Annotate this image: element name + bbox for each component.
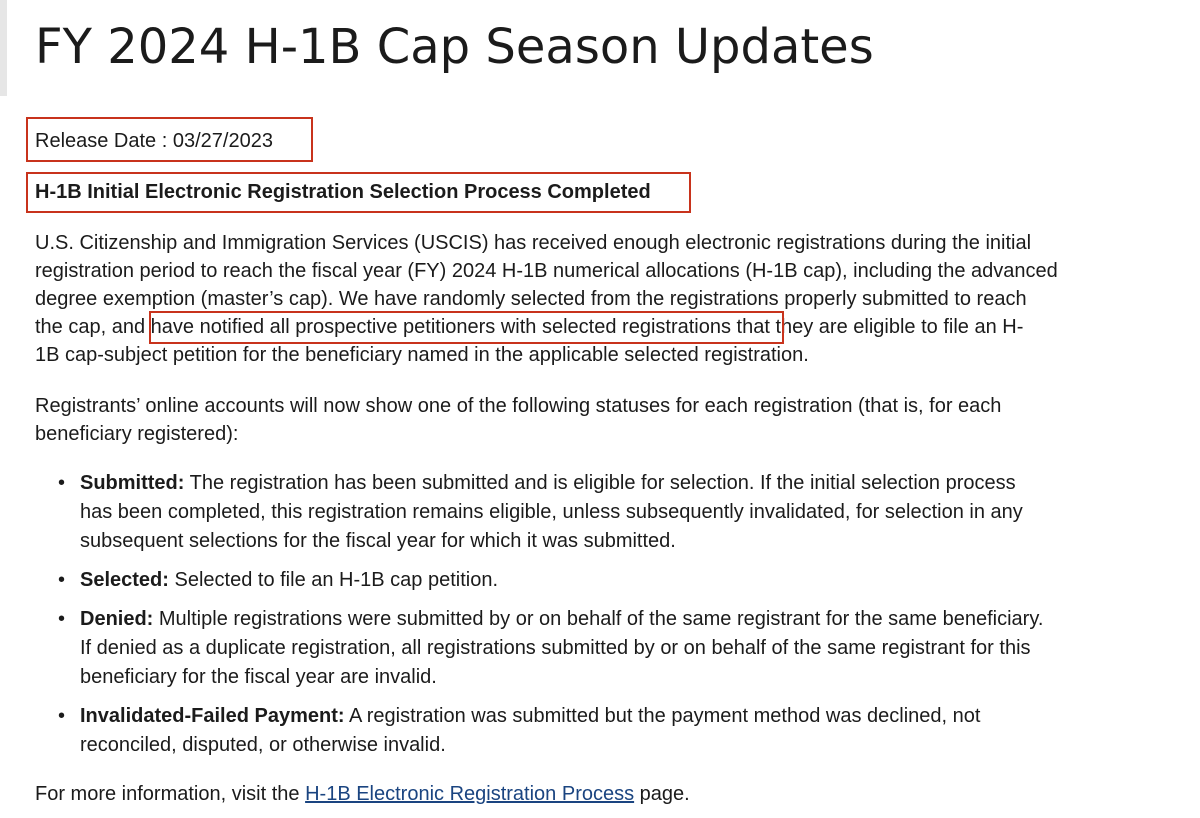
- status-line: subsequent selections for the fiscal year for which it was submitted.: [80, 530, 676, 552]
- status-line: beneficiary for the fiscal year are invalid.: [80, 666, 437, 688]
- intro-line: 1B cap-subject petition for the beneficiary named in the applicable selected registration.: [35, 344, 809, 366]
- release-date: [35, 127, 273, 155]
- status-item-selected: [58, 566, 1043, 595]
- intro-paragraph: [35, 229, 1058, 369]
- status-text: Multiple registrations were submitted by or on behalf of the same registrant for the same beneficiary.: [153, 608, 1044, 630]
- statuses-intro-paragraph: [35, 392, 1001, 448]
- status-line: [80, 566, 1043, 595]
- more-info-suffix: page.: [634, 783, 690, 805]
- status-item-denied: [58, 605, 1044, 692]
- intro-line: degree exemption (master’s cap). We have randomly selected from the registrations properly submitted to reach: [35, 288, 1027, 310]
- release-date-label: Release Date :: [35, 130, 168, 152]
- h1b-registration-process-link[interactable]: H-1B Electronic Registration Process: [305, 783, 635, 805]
- left-edge-strip: [0, 0, 7, 96]
- status-text: A registration was submitted but the payment method was declined, not: [344, 705, 981, 727]
- status-term: Selected:: [80, 569, 169, 591]
- status-item-submitted: [58, 469, 1043, 556]
- bullet: •: [58, 569, 66, 591]
- status-list: [58, 469, 1044, 760]
- highlighted-phrase: have notified all prospective petitioners with selected registrations: [150, 316, 731, 338]
- status-item-invalidated-failed-payment: [58, 702, 1043, 760]
- status-line: reconciled, disputed, or otherwise invalid.: [80, 734, 446, 756]
- intro-line: registration period to reach the fiscal year (FY) 2024 H-1B numerical allocations (H-1B cap), including the advanced: [35, 260, 1058, 282]
- release-date-value: 03/27/2023: [172, 130, 273, 152]
- status-line: has been completed, this registration remains eligible, unless subsequently invalidated, for selection in any: [80, 501, 1023, 523]
- status-text: Selected to file an H-1B cap petition.: [168, 569, 499, 591]
- status-line: [80, 702, 1043, 731]
- status-line: [80, 605, 1043, 634]
- more-info-prefix: For more information, visit the: [35, 783, 306, 805]
- statuses-intro-line: Registrants’ online accounts will now show one of the following statuses for each registration (that is, for each: [35, 395, 1002, 417]
- more-info-paragraph: [35, 780, 690, 808]
- page-title: FY 2024 H-1B Cap Season Updates: [35, 19, 874, 75]
- section-heading: H-1B Initial Electronic Registration Selection Process Completed: [35, 181, 651, 203]
- bullet: •: [58, 472, 66, 494]
- status-text: The registration has been submitted and is eligible for selection. If the initial selection process: [184, 472, 1016, 494]
- bullet: •: [58, 608, 66, 630]
- intro-text: the cap, and: [35, 316, 151, 338]
- status-term: Invalidated-Failed Payment:: [80, 705, 345, 727]
- status-line: [80, 469, 1043, 498]
- status-term: Denied:: [80, 608, 154, 630]
- notified-phrase-highlight-box: [149, 311, 784, 344]
- bullet: •: [58, 705, 66, 727]
- intro-line: U.S. Citizenship and Immigration Services (USCIS) has received enough electronic registrations during the initial: [35, 232, 1032, 254]
- statuses-intro-line: beneficiary registered):: [35, 423, 239, 445]
- status-term: Submitted:: [80, 472, 185, 494]
- status-line: If denied as a duplicate registration, all registrations submitted by or on behalf of the same registrant for this: [80, 637, 1031, 659]
- intro-text: that they are eligible to file an H-: [730, 316, 1024, 338]
